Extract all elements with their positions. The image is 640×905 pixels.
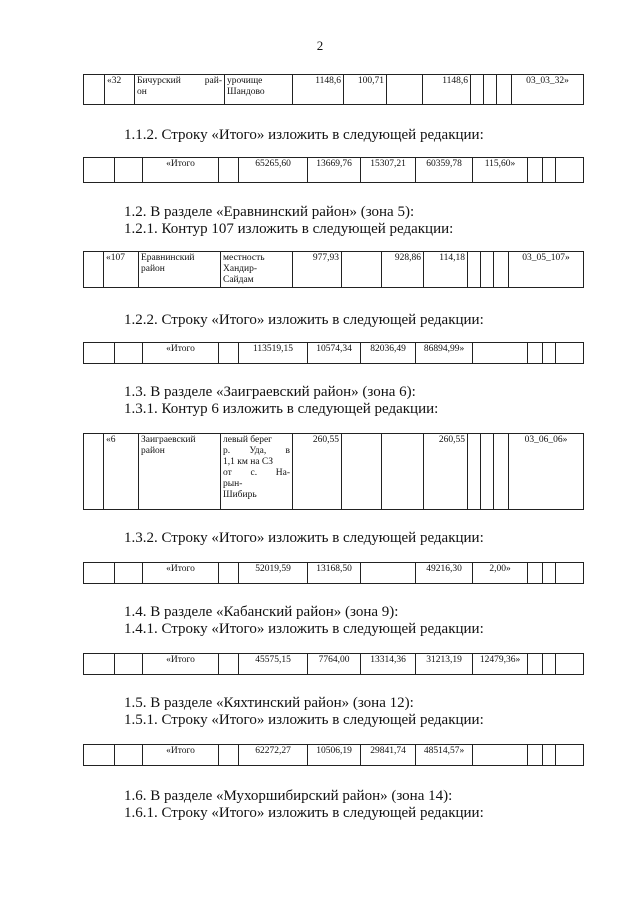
- paragraph-1-3: 1.3. В разделе «Заиграевский район» (зона 6):: [124, 384, 416, 400]
- empty-cell: [115, 343, 143, 364]
- empty-cell: [481, 252, 494, 288]
- empty-cell: [481, 434, 494, 510]
- total-row-table: [83, 157, 584, 183]
- paragraph-1-3-2: 1.3.2. Строку «Итого» изложить в следующей редакции:: [124, 530, 484, 546]
- empty-cell: [84, 563, 115, 584]
- empty-cell: [497, 75, 512, 105]
- contour-number: «6: [104, 434, 139, 510]
- empty-cell: [219, 158, 239, 183]
- empty-cell: [115, 654, 143, 675]
- empty-cell: [556, 745, 584, 766]
- district-cell: Бичурский рай- он: [135, 75, 225, 105]
- empty-cell: [115, 563, 143, 584]
- area-value: 100,71: [344, 75, 387, 105]
- paragraph-1-6: 1.6. В разделе «Мухоршибирский район» (зона 14):: [124, 788, 453, 804]
- area-total: 977,93: [293, 252, 342, 288]
- total-value: 48514,57»: [416, 745, 473, 766]
- total-value: 12479,36»: [473, 654, 528, 675]
- paragraph-1-3-1: 1.3.1. Контур 6 изложить в следующей редакции:: [124, 401, 439, 417]
- total-value: 13168,50: [308, 563, 361, 584]
- total-row-table: [83, 744, 584, 766]
- empty-cell: [84, 434, 104, 510]
- locality-cell: урочище Шандово: [225, 75, 293, 105]
- empty-cell: [219, 563, 239, 584]
- total-label: «Итого: [143, 343, 219, 364]
- locality-cell: местность Хандир- Сайдам: [221, 252, 293, 288]
- total-value: 49216,30: [416, 563, 473, 584]
- empty-cell: [543, 158, 556, 183]
- area-value: 928,86: [382, 252, 424, 288]
- empty-cell: [556, 343, 584, 364]
- empty-cell: [382, 434, 424, 510]
- empty-cell: [556, 158, 584, 183]
- area-value: 114,18: [424, 252, 468, 288]
- total-value: 10574,34: [308, 343, 361, 364]
- paragraph-1-1-2: 1.1.2. Строку «Итого» изложить в следующей редакции:: [124, 127, 484, 143]
- area-value: 260,55: [424, 434, 468, 510]
- total-label: «Итого: [143, 563, 219, 584]
- empty-cell: [543, 343, 556, 364]
- total-value: 45575,15: [239, 654, 308, 675]
- total-value: 2,00»: [473, 563, 528, 584]
- total-value: 86894,99»: [416, 343, 473, 364]
- empty-cell: [528, 654, 543, 675]
- empty-cell: [528, 745, 543, 766]
- paragraph-1-2-2: 1.2.2. Строку «Итого» изложить в следующей редакции:: [124, 312, 484, 328]
- total-row-table: [83, 653, 584, 675]
- empty-cell: [342, 434, 382, 510]
- contour-code: 03_03_32»: [512, 75, 584, 105]
- total-value: 65265,60: [239, 158, 308, 183]
- empty-cell: [494, 252, 509, 288]
- district-cell: Еравнинский район: [139, 252, 221, 288]
- area-total: 260,55: [293, 434, 342, 510]
- empty-cell: [84, 75, 105, 105]
- empty-cell: [528, 158, 543, 183]
- empty-cell: [471, 75, 484, 105]
- total-row-table: [83, 342, 584, 364]
- total-value: 13669,76: [308, 158, 361, 183]
- empty-cell: [219, 745, 239, 766]
- empty-cell: [543, 654, 556, 675]
- total-label: «Итого: [143, 745, 219, 766]
- total-label: «Итого: [143, 158, 219, 183]
- empty-cell: [494, 434, 509, 510]
- empty-cell: [84, 252, 104, 288]
- total-value: 29841,74: [361, 745, 416, 766]
- empty-cell: [468, 252, 481, 288]
- paragraph-1-4-1: 1.4.1. Строку «Итого» изложить в следующей редакции:: [124, 621, 484, 637]
- page-number: 2: [316, 38, 324, 53]
- total-value: 62272,27: [239, 745, 308, 766]
- paragraph-1-2-1: 1.2.1. Контур 107 изложить в следующей редакции:: [124, 221, 454, 237]
- paragraph-1-5-1: 1.5.1. Строку «Итого» изложить в следующей редакции:: [124, 712, 484, 728]
- empty-cell: [556, 563, 584, 584]
- empty-cell: [361, 563, 416, 584]
- total-value: 52019,59: [239, 563, 308, 584]
- total-value: 60359,78: [416, 158, 473, 183]
- empty-cell: [543, 563, 556, 584]
- contour-6-table: [83, 433, 584, 510]
- contour-107-table: [83, 251, 584, 288]
- empty-cell: [115, 158, 143, 183]
- total-value: 115,60»: [473, 158, 528, 183]
- total-value: 113519,15: [239, 343, 308, 364]
- paragraph-1-5: 1.5. В разделе «Кяхтинский район» (зона 12):: [124, 695, 414, 711]
- empty-cell: [115, 745, 143, 766]
- empty-cell: [342, 252, 382, 288]
- contour-number: «107: [104, 252, 139, 288]
- contour-code: 03_05_107»: [509, 252, 584, 288]
- paragraph-1-6-1: 1.6.1. Строку «Итого» изложить в следующей редакции:: [124, 805, 484, 821]
- empty-cell: [556, 654, 584, 675]
- total-value: 7764,00: [308, 654, 361, 675]
- empty-cell: [219, 343, 239, 364]
- empty-cell: [387, 75, 423, 105]
- contour-number: «32: [105, 75, 135, 105]
- total-row-table: [83, 562, 584, 584]
- total-label: «Итого: [143, 654, 219, 675]
- district-cell: Заиграевский район: [139, 434, 221, 510]
- empty-cell: [84, 654, 115, 675]
- empty-cell: [84, 343, 115, 364]
- empty-cell: [528, 343, 543, 364]
- total-value: 31213,19: [416, 654, 473, 675]
- paragraph-1-2: 1.2. В разделе «Еравнинский район» (зона 5):: [124, 204, 415, 220]
- empty-cell: [219, 654, 239, 675]
- total-value: 10506,19: [308, 745, 361, 766]
- contour-32-table: [83, 74, 584, 105]
- empty-cell: [84, 745, 115, 766]
- empty-cell: [468, 434, 481, 510]
- total-value: 13314,36: [361, 654, 416, 675]
- area-value: 1148,6: [423, 75, 471, 105]
- empty-cell: [473, 745, 528, 766]
- total-value: 15307,21: [361, 158, 416, 183]
- contour-code: 03_06_06»: [509, 434, 584, 510]
- area-total: 1148,6: [293, 75, 344, 105]
- empty-cell: [543, 745, 556, 766]
- empty-cell: [473, 343, 528, 364]
- empty-cell: [528, 563, 543, 584]
- paragraph-1-4: 1.4. В разделе «Кабанский район» (зона 9):: [124, 604, 399, 620]
- locality-cell: левый берег р. Уда, в 1,1 км на СЗ от с. На- рын- Шибирь: [221, 434, 293, 510]
- empty-cell: [484, 75, 497, 105]
- empty-cell: [84, 158, 115, 183]
- total-value: 82036,49: [361, 343, 416, 364]
